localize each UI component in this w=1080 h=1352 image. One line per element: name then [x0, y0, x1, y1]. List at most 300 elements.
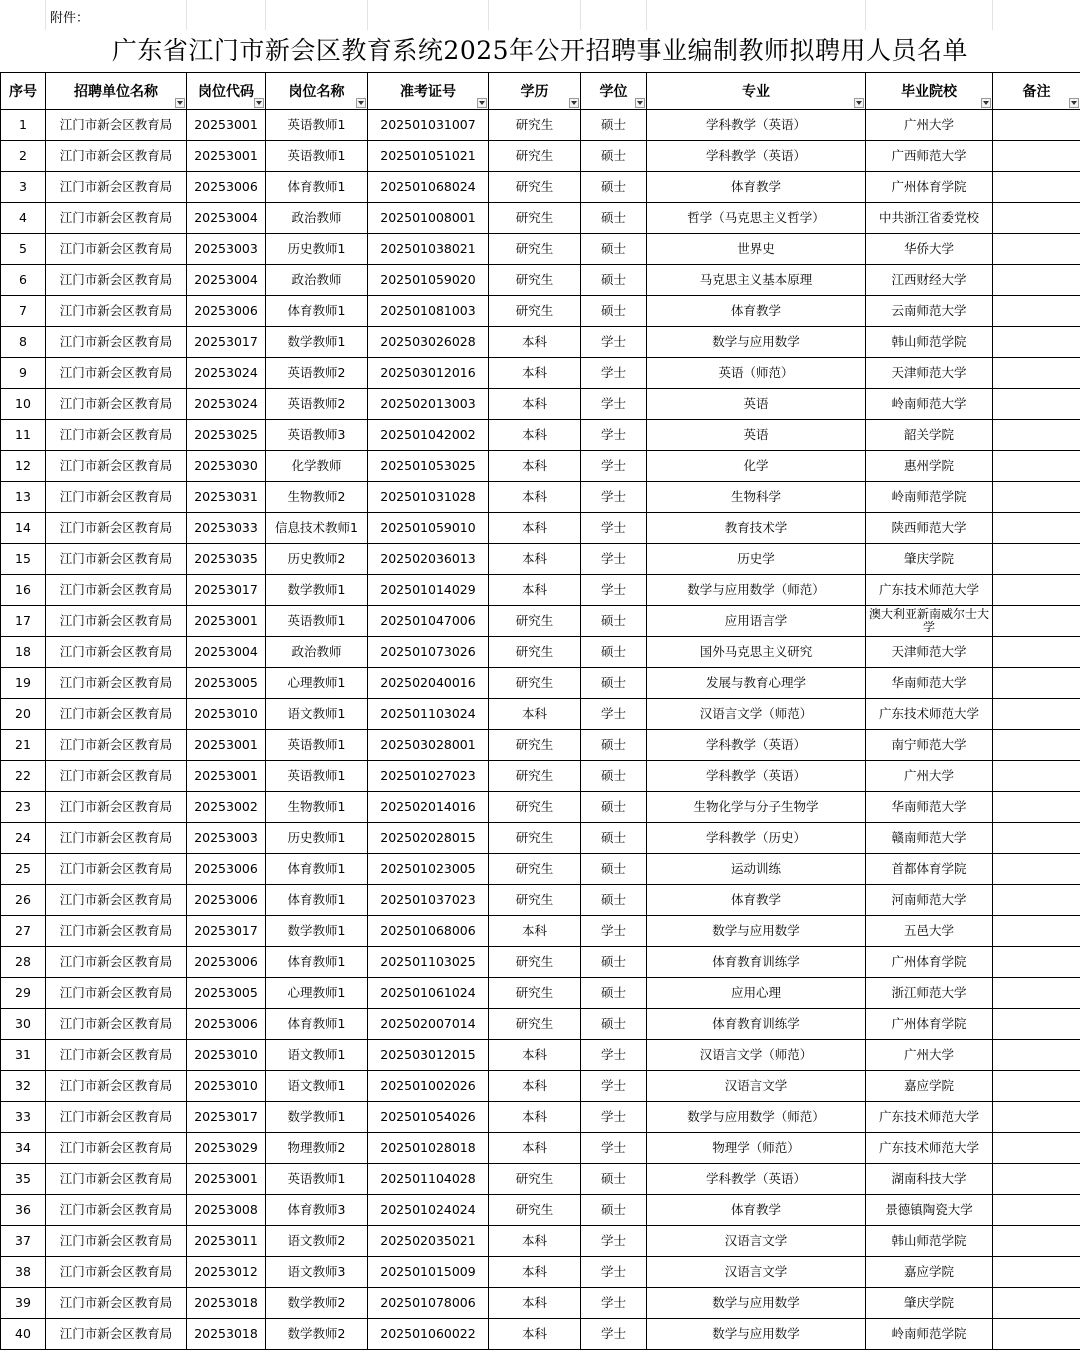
cell-index[interactable]: 17 — [1, 606, 46, 637]
cell-degree[interactable]: 学士 — [581, 544, 647, 575]
cell-code[interactable]: 20253030 — [187, 451, 266, 482]
cell-major[interactable]: 学科教学（英语） — [647, 110, 866, 141]
cell-unit[interactable]: 江门市新会区教育局 — [46, 1226, 187, 1257]
cell-unit[interactable]: 江门市新会区教育局 — [46, 1009, 187, 1040]
cell-exam-id[interactable]: 202501054026 — [368, 1102, 489, 1133]
cell-degree[interactable]: 学士 — [581, 420, 647, 451]
cell-exam-id[interactable]: 202502028015 — [368, 823, 489, 854]
cell-degree[interactable]: 学士 — [581, 389, 647, 420]
cell-major[interactable]: 英语（师范） — [647, 358, 866, 389]
cell-post[interactable]: 体育教师1 — [266, 172, 368, 203]
cell-education[interactable]: 研究生 — [489, 1195, 581, 1226]
cell-school[interactable]: 华南师范大学 — [866, 668, 993, 699]
cell-degree[interactable]: 硕士 — [581, 947, 647, 978]
cell-school[interactable]: 广东技术师范大学 — [866, 1133, 993, 1164]
cell-unit[interactable]: 江门市新会区教育局 — [46, 792, 187, 823]
cell-degree[interactable]: 硕士 — [581, 265, 647, 296]
cell-education[interactable]: 本科 — [489, 358, 581, 389]
cell-unit[interactable]: 江门市新会区教育局 — [46, 668, 187, 699]
cell-remark[interactable] — [993, 513, 1080, 544]
cell-code[interactable]: 20253029 — [187, 1133, 266, 1164]
cell-post[interactable]: 政治教师 — [266, 637, 368, 668]
cell-education[interactable]: 研究生 — [489, 1164, 581, 1195]
cell-post[interactable]: 物理教师2 — [266, 1133, 368, 1164]
cell-index[interactable]: 6 — [1, 265, 46, 296]
cell-major[interactable]: 生物化学与分子生物学 — [647, 792, 866, 823]
cell-code[interactable]: 20253035 — [187, 544, 266, 575]
cell-post[interactable]: 政治教师 — [266, 265, 368, 296]
cell-major[interactable]: 物理学（师范） — [647, 1133, 866, 1164]
cell-education[interactable]: 本科 — [489, 699, 581, 730]
cell-post[interactable]: 历史教师1 — [266, 234, 368, 265]
cell-code[interactable]: 20253012 — [187, 1257, 266, 1288]
cell-unit[interactable]: 江门市新会区教育局 — [46, 451, 187, 482]
cell-index[interactable]: 5 — [1, 234, 46, 265]
cell-school[interactable]: 肇庆学院 — [866, 544, 993, 575]
header-col-exam-id[interactable] — [368, 73, 489, 110]
cell-code[interactable]: 20253025 — [187, 420, 266, 451]
cell-code[interactable]: 20253003 — [187, 823, 266, 854]
cell-post[interactable]: 生物教师1 — [266, 792, 368, 823]
cell-school[interactable]: 广东技术师范大学 — [866, 699, 993, 730]
cell-major[interactable]: 马克思主义基本原理 — [647, 265, 866, 296]
cell-exam-id[interactable]: 202501047006 — [368, 606, 489, 637]
cell-exam-id[interactable]: 202501061024 — [368, 978, 489, 1009]
cell-unit[interactable]: 江门市新会区教育局 — [46, 1288, 187, 1319]
cell-index[interactable]: 23 — [1, 792, 46, 823]
cell-unit[interactable]: 江门市新会区教育局 — [46, 575, 187, 606]
cell-school[interactable]: 天津师范大学 — [866, 637, 993, 668]
header-col-major[interactable] — [647, 73, 866, 110]
cell-remark[interactable] — [993, 1071, 1080, 1102]
cell-remark[interactable] — [993, 1226, 1080, 1257]
cell-code[interactable]: 20253017 — [187, 327, 266, 358]
cell-major[interactable]: 历史学 — [647, 544, 866, 575]
cell-education[interactable]: 本科 — [489, 327, 581, 358]
cell-code[interactable]: 20253031 — [187, 482, 266, 513]
cell-post[interactable]: 数学教师1 — [266, 327, 368, 358]
cell-remark[interactable] — [993, 606, 1080, 637]
cell-code[interactable]: 20253033 — [187, 513, 266, 544]
cell-exam-id[interactable]: 202501023005 — [368, 854, 489, 885]
cell-school[interactable]: 韶关学院 — [866, 420, 993, 451]
cell-exam-id[interactable]: 202501081003 — [368, 296, 489, 327]
cell-remark[interactable] — [993, 885, 1080, 916]
filter-dropdown-icon[interactable] — [254, 98, 264, 108]
cell-degree[interactable]: 硕士 — [581, 637, 647, 668]
cell-code[interactable]: 20253001 — [187, 761, 266, 792]
cell-degree[interactable]: 学士 — [581, 1319, 647, 1350]
cell-post[interactable]: 政治教师 — [266, 203, 368, 234]
cell-index[interactable]: 19 — [1, 668, 46, 699]
cell-exam-id[interactable]: 202501103024 — [368, 699, 489, 730]
cell-remark[interactable] — [993, 1195, 1080, 1226]
cell-major[interactable]: 数学与应用数学（师范） — [647, 575, 866, 606]
cell-school[interactable]: 肇庆学院 — [866, 1288, 993, 1319]
filter-dropdown-icon[interactable] — [1069, 98, 1079, 108]
cell-index[interactable]: 2 — [1, 141, 46, 172]
cell-school[interactable]: 中共浙江省委党校 — [866, 203, 993, 234]
cell-unit[interactable]: 江门市新会区教育局 — [46, 110, 187, 141]
cell-education[interactable]: 研究生 — [489, 823, 581, 854]
cell-degree[interactable]: 硕士 — [581, 141, 647, 172]
cell-code[interactable]: 20253001 — [187, 730, 266, 761]
cell-exam-id[interactable]: 202502013003 — [368, 389, 489, 420]
cell-unit[interactable]: 江门市新会区教育局 — [46, 823, 187, 854]
cell-remark[interactable] — [993, 1040, 1080, 1071]
cell-code[interactable]: 20253006 — [187, 854, 266, 885]
cell-post[interactable]: 心理教师1 — [266, 978, 368, 1009]
cell-major[interactable]: 体育教育训练学 — [647, 947, 866, 978]
cell-exam-id[interactable]: 202501042002 — [368, 420, 489, 451]
cell-education[interactable]: 研究生 — [489, 854, 581, 885]
cell-school[interactable]: 岭南师范大学 — [866, 389, 993, 420]
cell-exam-id[interactable]: 202502040016 — [368, 668, 489, 699]
header-col-school[interactable] — [866, 73, 993, 110]
cell-remark[interactable] — [993, 730, 1080, 761]
header-col-education[interactable] — [489, 73, 581, 110]
cell-exam-id[interactable]: 202501037023 — [368, 885, 489, 916]
cell-unit[interactable]: 江门市新会区教育局 — [46, 761, 187, 792]
header-col-remark[interactable] — [993, 73, 1080, 110]
cell-education[interactable]: 本科 — [489, 1040, 581, 1071]
cell-code[interactable]: 20253002 — [187, 792, 266, 823]
cell-remark[interactable] — [993, 358, 1080, 389]
cell-remark[interactable] — [993, 1164, 1080, 1195]
cell-index[interactable]: 39 — [1, 1288, 46, 1319]
cell-school[interactable]: 湖南科技大学 — [866, 1164, 993, 1195]
cell-unit[interactable]: 江门市新会区教育局 — [46, 482, 187, 513]
cell-index[interactable]: 20 — [1, 699, 46, 730]
cell-major[interactable]: 化学 — [647, 451, 866, 482]
cell-exam-id[interactable]: 202501015009 — [368, 1257, 489, 1288]
cell-education[interactable]: 研究生 — [489, 172, 581, 203]
cell-degree[interactable]: 学士 — [581, 482, 647, 513]
cell-major[interactable]: 国外马克思主义研究 — [647, 637, 866, 668]
cell-education[interactable]: 研究生 — [489, 761, 581, 792]
cell-index[interactable]: 22 — [1, 761, 46, 792]
cell-remark[interactable] — [993, 420, 1080, 451]
cell-code[interactable]: 20253010 — [187, 1071, 266, 1102]
cell-degree[interactable]: 学士 — [581, 1040, 647, 1071]
cell-index[interactable]: 3 — [1, 172, 46, 203]
cell-unit[interactable]: 江门市新会区教育局 — [46, 1071, 187, 1102]
cell-education[interactable]: 研究生 — [489, 637, 581, 668]
cell-post[interactable]: 历史教师1 — [266, 823, 368, 854]
cell-index[interactable]: 11 — [1, 420, 46, 451]
cell-major[interactable]: 学科教学（英语） — [647, 730, 866, 761]
cell-major[interactable]: 汉语言文学（师范） — [647, 1040, 866, 1071]
cell-remark[interactable] — [993, 637, 1080, 668]
cell-post[interactable]: 语文教师3 — [266, 1257, 368, 1288]
cell-code[interactable]: 20253001 — [187, 110, 266, 141]
cell-education[interactable]: 本科 — [489, 575, 581, 606]
cell-post[interactable]: 英语教师1 — [266, 606, 368, 637]
cell-degree[interactable]: 硕士 — [581, 978, 647, 1009]
cell-unit[interactable]: 江门市新会区教育局 — [46, 327, 187, 358]
cell-unit[interactable]: 江门市新会区教育局 — [46, 172, 187, 203]
cell-index[interactable]: 30 — [1, 1009, 46, 1040]
cell-exam-id[interactable]: 202501059010 — [368, 513, 489, 544]
cell-index[interactable]: 15 — [1, 544, 46, 575]
cell-remark[interactable] — [993, 668, 1080, 699]
cell-remark[interactable] — [993, 172, 1080, 203]
cell-major[interactable]: 运动训练 — [647, 854, 866, 885]
cell-unit[interactable]: 江门市新会区教育局 — [46, 544, 187, 575]
cell-post[interactable]: 英语教师1 — [266, 1164, 368, 1195]
cell-major[interactable]: 学科教学（英语） — [647, 141, 866, 172]
cell-school[interactable]: 五邑大学 — [866, 916, 993, 947]
cell-education[interactable]: 研究生 — [489, 1009, 581, 1040]
cell-education[interactable]: 本科 — [489, 482, 581, 513]
cell-exam-id[interactable]: 202502007014 — [368, 1009, 489, 1040]
cell-post[interactable]: 数学教师1 — [266, 575, 368, 606]
cell-index[interactable]: 28 — [1, 947, 46, 978]
cell-education[interactable]: 研究生 — [489, 265, 581, 296]
cell-unit[interactable]: 江门市新会区教育局 — [46, 1133, 187, 1164]
cell-education[interactable]: 研究生 — [489, 296, 581, 327]
cell-education[interactable]: 研究生 — [489, 668, 581, 699]
cell-major[interactable]: 学科教学（英语） — [647, 1164, 866, 1195]
cell-education[interactable]: 研究生 — [489, 606, 581, 637]
cell-unit[interactable]: 江门市新会区教育局 — [46, 141, 187, 172]
cell-degree[interactable]: 硕士 — [581, 172, 647, 203]
cell-index[interactable]: 9 — [1, 358, 46, 389]
cell-school[interactable]: 天津师范大学 — [866, 358, 993, 389]
cell-exam-id[interactable]: 202503026028 — [368, 327, 489, 358]
cell-remark[interactable] — [993, 978, 1080, 1009]
cell-post[interactable]: 心理教师1 — [266, 668, 368, 699]
cell-school[interactable]: 浙江师范大学 — [866, 978, 993, 1009]
cell-major[interactable]: 汉语言文学 — [647, 1257, 866, 1288]
cell-degree[interactable]: 学士 — [581, 1102, 647, 1133]
cell-school[interactable]: 广州大学 — [866, 1040, 993, 1071]
cell-index[interactable]: 21 — [1, 730, 46, 761]
cell-code[interactable]: 20253001 — [187, 141, 266, 172]
cell-exam-id[interactable]: 202501002026 — [368, 1071, 489, 1102]
cell-unit[interactable]: 江门市新会区教育局 — [46, 513, 187, 544]
cell-post[interactable]: 数学教师2 — [266, 1288, 368, 1319]
cell-post[interactable]: 语文教师2 — [266, 1226, 368, 1257]
cell-code[interactable]: 20253006 — [187, 885, 266, 916]
cell-index[interactable]: 4 — [1, 203, 46, 234]
cell-unit[interactable]: 江门市新会区教育局 — [46, 1257, 187, 1288]
cell-remark[interactable] — [993, 1009, 1080, 1040]
cell-education[interactable]: 本科 — [489, 513, 581, 544]
cell-degree[interactable]: 硕士 — [581, 854, 647, 885]
cell-remark[interactable] — [993, 1288, 1080, 1319]
cell-code[interactable]: 20253018 — [187, 1288, 266, 1319]
cell-major[interactable]: 数学与应用数学（师范） — [647, 1102, 866, 1133]
cell-post[interactable]: 语文教师1 — [266, 699, 368, 730]
cell-post[interactable]: 体育教师1 — [266, 947, 368, 978]
cell-code[interactable]: 20253004 — [187, 637, 266, 668]
cell-remark[interactable] — [993, 234, 1080, 265]
header-col-unit[interactable] — [46, 73, 187, 110]
cell-education[interactable]: 研究生 — [489, 110, 581, 141]
cell-code[interactable]: 20253006 — [187, 947, 266, 978]
cell-index[interactable]: 7 — [1, 296, 46, 327]
cell-education[interactable]: 本科 — [489, 544, 581, 575]
cell-school[interactable]: 广州体育学院 — [866, 1009, 993, 1040]
filter-dropdown-icon[interactable] — [356, 98, 366, 108]
cell-unit[interactable]: 江门市新会区教育局 — [46, 699, 187, 730]
cell-major[interactable]: 体育教学 — [647, 1195, 866, 1226]
cell-school[interactable]: 广西师范大学 — [866, 141, 993, 172]
cell-index[interactable]: 14 — [1, 513, 46, 544]
cell-education[interactable]: 本科 — [489, 389, 581, 420]
filter-dropdown-icon[interactable] — [569, 98, 579, 108]
cell-remark[interactable] — [993, 575, 1080, 606]
cell-remark[interactable] — [993, 203, 1080, 234]
cell-remark[interactable] — [993, 451, 1080, 482]
cell-exam-id[interactable]: 202501031007 — [368, 110, 489, 141]
header-col-code[interactable] — [187, 73, 266, 110]
cell-code[interactable]: 20253001 — [187, 606, 266, 637]
cell-major[interactable]: 数学与应用数学 — [647, 1319, 866, 1350]
cell-exam-id[interactable]: 202501024024 — [368, 1195, 489, 1226]
cell-major[interactable]: 教育技术学 — [647, 513, 866, 544]
cell-school[interactable]: 广东技术师范大学 — [866, 575, 993, 606]
cell-unit[interactable]: 江门市新会区教育局 — [46, 265, 187, 296]
cell-index[interactable]: 34 — [1, 1133, 46, 1164]
cell-education[interactable]: 研究生 — [489, 203, 581, 234]
cell-degree[interactable]: 硕士 — [581, 1195, 647, 1226]
cell-degree[interactable]: 硕士 — [581, 234, 647, 265]
cell-remark[interactable] — [993, 1102, 1080, 1133]
header-col-degree[interactable] — [581, 73, 647, 110]
cell-exam-id[interactable]: 202503012015 — [368, 1040, 489, 1071]
cell-exam-id[interactable]: 202502036013 — [368, 544, 489, 575]
cell-post[interactable]: 英语教师3 — [266, 420, 368, 451]
cell-exam-id[interactable]: 202503012016 — [368, 358, 489, 389]
cell-school[interactable]: 首都体育学院 — [866, 854, 993, 885]
cell-index[interactable]: 10 — [1, 389, 46, 420]
cell-degree[interactable]: 学士 — [581, 1071, 647, 1102]
cell-exam-id[interactable]: 202501028018 — [368, 1133, 489, 1164]
cell-remark[interactable] — [993, 947, 1080, 978]
cell-exam-id[interactable]: 202501008001 — [368, 203, 489, 234]
cell-education[interactable]: 研究生 — [489, 885, 581, 916]
cell-unit[interactable]: 江门市新会区教育局 — [46, 730, 187, 761]
cell-remark[interactable] — [993, 110, 1080, 141]
filter-dropdown-icon[interactable] — [635, 98, 645, 108]
cell-unit[interactable]: 江门市新会区教育局 — [46, 854, 187, 885]
cell-remark[interactable] — [993, 1319, 1080, 1350]
cell-education[interactable]: 研究生 — [489, 978, 581, 1009]
cell-major[interactable]: 汉语言文学 — [647, 1071, 866, 1102]
cell-major[interactable]: 世界史 — [647, 234, 866, 265]
cell-school[interactable]: 广东技术师范大学 — [866, 1102, 993, 1133]
cell-index[interactable]: 25 — [1, 854, 46, 885]
cell-remark[interactable] — [993, 1133, 1080, 1164]
cell-post[interactable]: 生物教师2 — [266, 482, 368, 513]
cell-unit[interactable]: 江门市新会区教育局 — [46, 1040, 187, 1071]
cell-unit[interactable]: 江门市新会区教育局 — [46, 234, 187, 265]
cell-unit[interactable]: 江门市新会区教育局 — [46, 358, 187, 389]
cell-school[interactable]: 广州大学 — [866, 110, 993, 141]
cell-degree[interactable]: 硕士 — [581, 203, 647, 234]
cell-major[interactable]: 数学与应用数学 — [647, 916, 866, 947]
cell-index[interactable]: 40 — [1, 1319, 46, 1350]
cell-exam-id[interactable]: 202501078006 — [368, 1288, 489, 1319]
cell-major[interactable]: 数学与应用数学 — [647, 1288, 866, 1319]
cell-education[interactable]: 本科 — [489, 1226, 581, 1257]
cell-post[interactable]: 体育教师1 — [266, 296, 368, 327]
cell-index[interactable]: 8 — [1, 327, 46, 358]
cell-school[interactable]: 河南师范大学 — [866, 885, 993, 916]
cell-index[interactable]: 31 — [1, 1040, 46, 1071]
cell-school[interactable]: 广州体育学院 — [866, 947, 993, 978]
cell-code[interactable]: 20253017 — [187, 916, 266, 947]
cell-degree[interactable]: 硕士 — [581, 606, 647, 637]
cell-major[interactable]: 体育教学 — [647, 172, 866, 203]
filter-dropdown-icon[interactable] — [477, 98, 487, 108]
cell-unit[interactable]: 江门市新会区教育局 — [46, 606, 187, 637]
cell-index[interactable]: 36 — [1, 1195, 46, 1226]
cell-post[interactable]: 英语教师1 — [266, 761, 368, 792]
cell-exam-id[interactable]: 202501104028 — [368, 1164, 489, 1195]
cell-degree[interactable]: 硕士 — [581, 1009, 647, 1040]
cell-school[interactable]: 韩山师范学院 — [866, 327, 993, 358]
cell-index[interactable]: 12 — [1, 451, 46, 482]
cell-degree[interactable]: 学士 — [581, 513, 647, 544]
cell-exam-id[interactable]: 202501060022 — [368, 1319, 489, 1350]
cell-remark[interactable] — [993, 854, 1080, 885]
cell-education[interactable]: 研究生 — [489, 141, 581, 172]
cell-degree[interactable]: 学士 — [581, 451, 647, 482]
cell-index[interactable]: 35 — [1, 1164, 46, 1195]
cell-post[interactable]: 历史教师2 — [266, 544, 368, 575]
cell-major[interactable]: 应用心理 — [647, 978, 866, 1009]
cell-exam-id[interactable]: 202501027023 — [368, 761, 489, 792]
cell-post[interactable]: 体育教师1 — [266, 885, 368, 916]
cell-exam-id[interactable]: 202501103025 — [368, 947, 489, 978]
cell-index[interactable]: 1 — [1, 110, 46, 141]
cell-code[interactable]: 20253024 — [187, 389, 266, 420]
cell-school[interactable]: 澳大利亚新南威尔士大学 — [866, 606, 993, 637]
cell-major[interactable]: 体育教学 — [647, 885, 866, 916]
cell-exam-id[interactable]: 202501053025 — [368, 451, 489, 482]
cell-code[interactable]: 20253006 — [187, 296, 266, 327]
cell-education[interactable]: 研究生 — [489, 730, 581, 761]
cell-unit[interactable]: 江门市新会区教育局 — [46, 296, 187, 327]
cell-degree[interactable]: 硕士 — [581, 1164, 647, 1195]
cell-post[interactable]: 体育教师3 — [266, 1195, 368, 1226]
cell-post[interactable]: 化学教师 — [266, 451, 368, 482]
cell-index[interactable]: 37 — [1, 1226, 46, 1257]
cell-remark[interactable] — [993, 141, 1080, 172]
cell-code[interactable]: 20253018 — [187, 1319, 266, 1350]
cell-major[interactable]: 英语 — [647, 389, 866, 420]
cell-remark[interactable] — [993, 296, 1080, 327]
cell-education[interactable]: 本科 — [489, 1133, 581, 1164]
cell-post[interactable]: 英语教师1 — [266, 730, 368, 761]
cell-remark[interactable] — [993, 544, 1080, 575]
cell-school[interactable]: 岭南师范学院 — [866, 482, 993, 513]
cell-school[interactable]: 惠州学院 — [866, 451, 993, 482]
cell-major[interactable]: 体育教学 — [647, 296, 866, 327]
cell-school[interactable]: 景德镇陶瓷大学 — [866, 1195, 993, 1226]
cell-unit[interactable]: 江门市新会区教育局 — [46, 1195, 187, 1226]
cell-post[interactable]: 信息技术教师1 — [266, 513, 368, 544]
cell-post[interactable]: 体育教师1 — [266, 1009, 368, 1040]
cell-degree[interactable]: 硕士 — [581, 668, 647, 699]
cell-school[interactable]: 广州大学 — [866, 761, 993, 792]
cell-exam-id[interactable]: 202502014016 — [368, 792, 489, 823]
cell-unit[interactable]: 江门市新会区教育局 — [46, 916, 187, 947]
cell-degree[interactable]: 学士 — [581, 327, 647, 358]
